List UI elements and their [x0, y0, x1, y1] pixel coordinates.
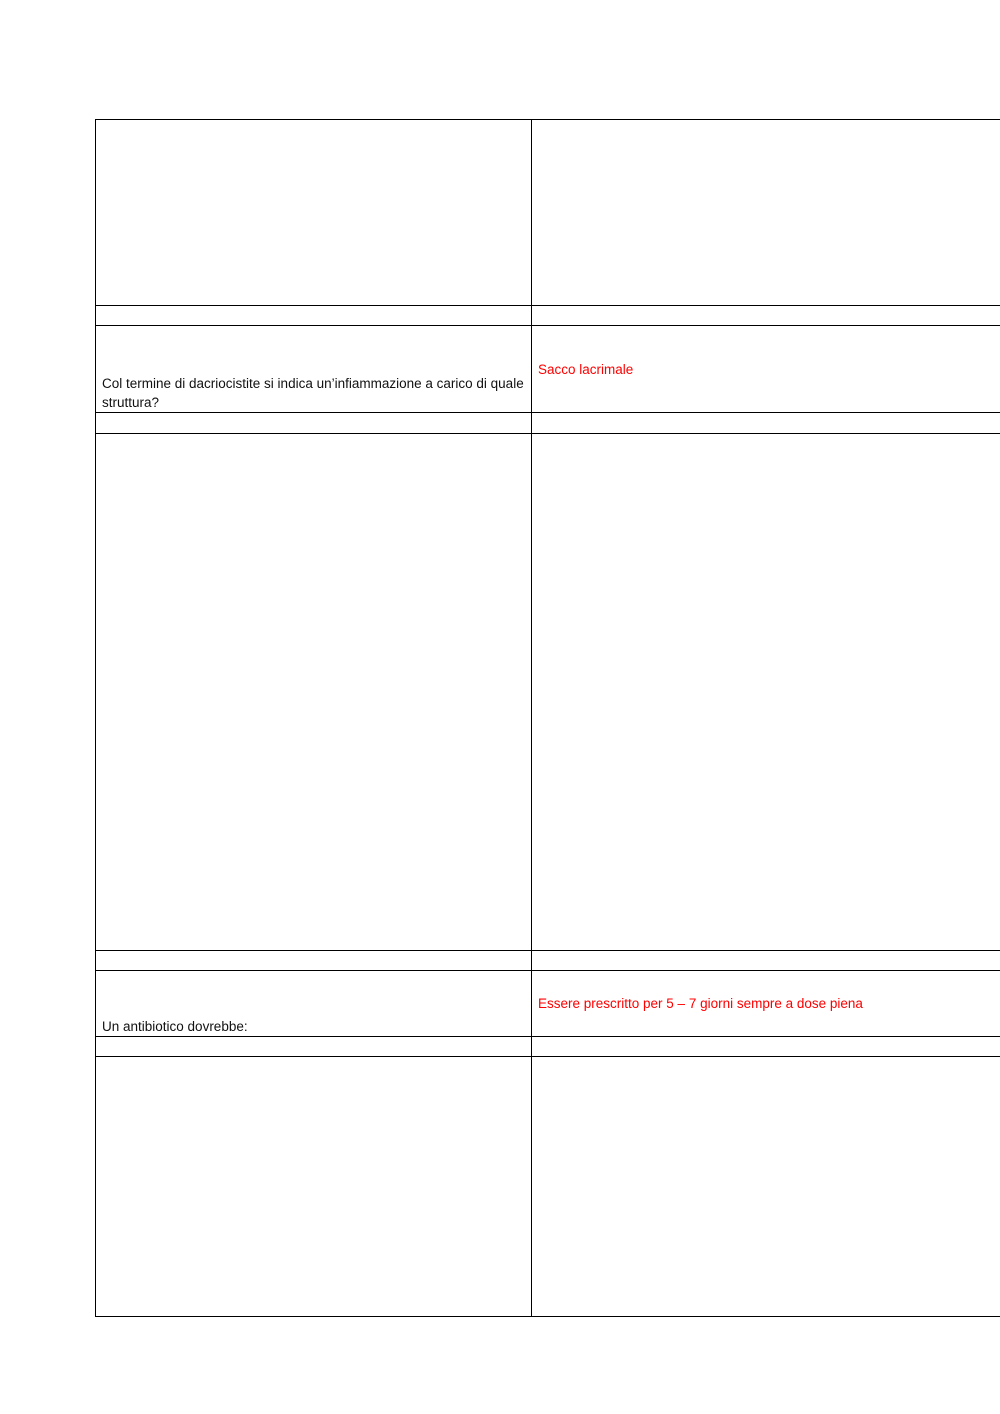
spacer-row: [96, 1037, 1000, 1057]
answer-cell: [532, 1037, 1000, 1057]
answer-cell: [532, 434, 1000, 951]
spacer-row: [96, 413, 1000, 434]
answer-cell: [532, 306, 1000, 326]
table-row: [96, 434, 1000, 951]
answer-cell: [532, 413, 1000, 434]
answer-cell: [532, 951, 1000, 971]
table-row: [96, 120, 1000, 306]
table-row: [96, 326, 1000, 413]
question-cell: [96, 1037, 532, 1057]
question-cell: [96, 951, 532, 971]
table-row: [96, 1057, 1000, 1317]
question-cell: [96, 413, 532, 434]
question-cell: [96, 434, 532, 951]
question-cell: [96, 1057, 532, 1317]
answer-cell: Sacco lacrimale: [532, 326, 1000, 413]
answer-cell: [532, 1057, 1000, 1317]
answer-cell: Essere prescritto per 5 – 7 giorni sempre a dose piena: [532, 971, 1000, 1037]
spacer-row: [96, 306, 1000, 326]
question-cell: [96, 306, 532, 326]
qa-table: [95, 119, 1000, 1317]
table-row: [96, 971, 1000, 1037]
question-cell: Un antibiotico dovrebbe:: [96, 971, 532, 1037]
answer-cell: [532, 120, 1000, 306]
spacer-row: [96, 951, 1000, 971]
question-cell: Col termine di dacriocistite si indica un’infiammazione a carico di quale struttura?: [96, 326, 532, 413]
question-cell: [96, 120, 532, 306]
